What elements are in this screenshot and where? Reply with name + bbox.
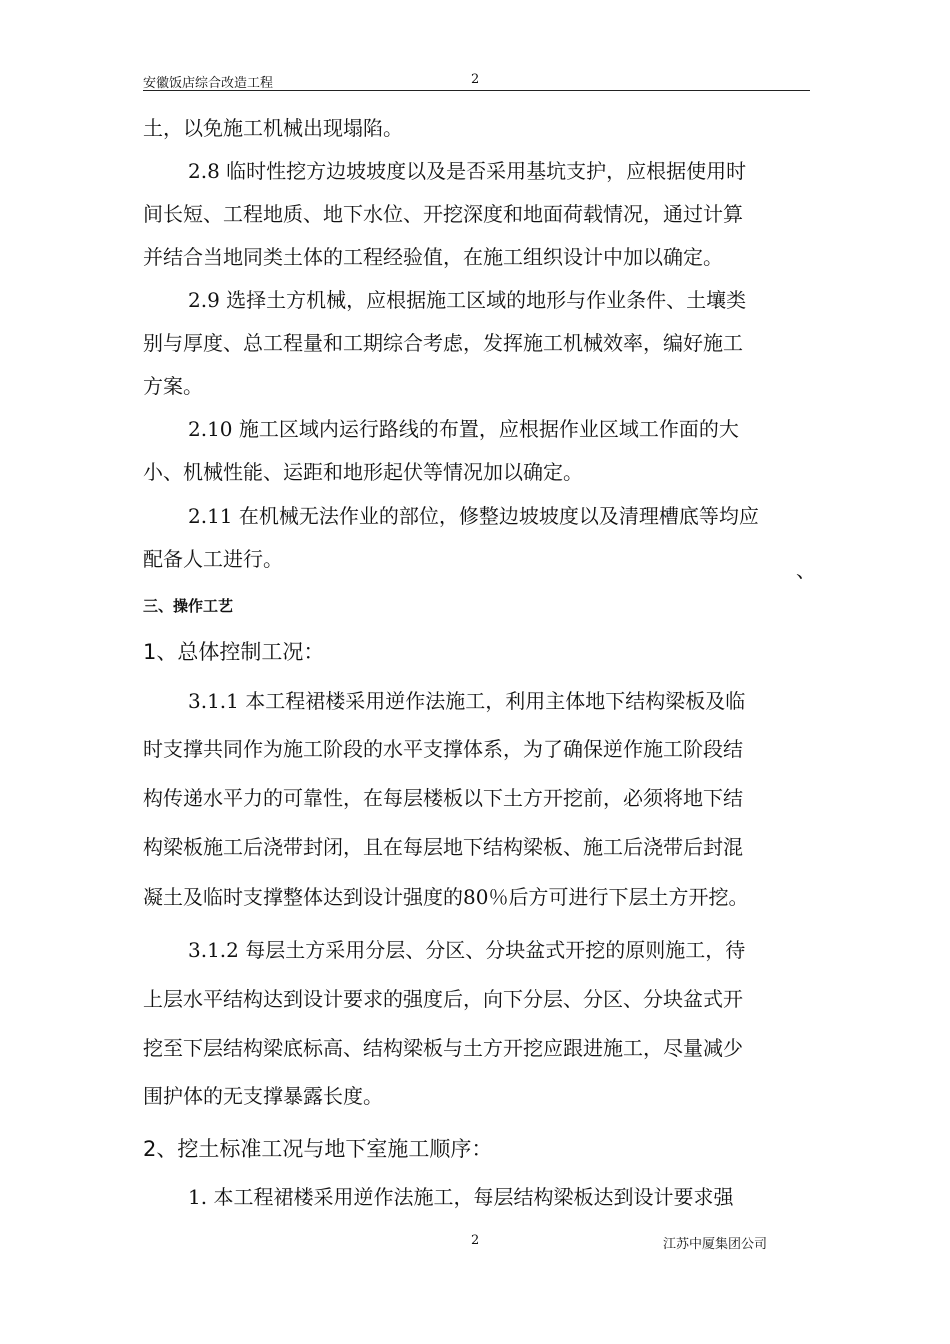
text-line: 构传递水平力的可靠性，在每层楼板以下土方开挖前，必须将地下结 [143,786,743,810]
text-line: 1. 本工程裙楼采用逆作法施工，每层结构梁板达到设计要求强 [188,1185,734,1209]
text-line: 3.1.2 每层土方采用分层、分区、分块盆式开挖的原则施工，待 [188,938,746,962]
text-line: 上层水平结构达到设计要求的强度后，向下分层、分区、分块盆式开 [143,987,743,1011]
text-line: 方案。 [143,374,203,398]
text-line: 2.10 施工区域内运行路线的布置，应根据作业区域工作面的大 [188,417,739,441]
text-line: 凝土及临时支撑整体达到设计强度的80％后方可进行下层土方开挖。 [143,885,749,909]
text-line: 挖至下层结构梁底标高、结构梁板与土方开挖应跟进施工，尽量减少 [143,1036,743,1060]
text-line: 时支撑共同作为施工阶段的水平支撑体系，为了确保逆作施工阶段结 [143,737,743,761]
heading-1: 1、总体控制工况： [143,640,325,664]
text-line: 2.9 选择土方机械，应根据施工区域的地形与作业条件、土壤类 [188,288,747,312]
text-line: 2.11 在机械无法作业的部位，修整边坡坡度以及清理槽底等均应 [188,504,759,528]
text-line: 小、机械性能、运距和地形起伏等情况加以确定。 [143,460,583,484]
text-line: 土，以免施工机械出现塌陷。 [143,116,403,140]
text-line: 并结合当地同类土体的工程经验值，在施工组织设计中加以确定。 [143,245,723,269]
header-page-number: 2 [471,72,480,87]
page-header [143,72,810,91]
footer-page-number: 2 [471,1233,480,1248]
text-line: 间长短、工程地质、地下水位、开挖深度和地面荷载情况，通过计算 [143,202,743,226]
footer-company: 江苏中厦集团公司 [663,1237,768,1252]
header-project-title: 安徽饭店综合改造工程 [143,76,274,91]
heading-2: 2、挖土标准工况与地下室施工顺序： [143,1137,493,1161]
text-line: 配备人工进行。 [143,547,283,571]
text-line: 2.8 临时性挖方边坡坡度以及是否采用基坑支护，应根据使用时 [188,159,747,183]
text-line: 构梁板施工后浇带封闭，且在每层地下结构梁板、施工后浇带后封混 [143,835,743,859]
section-title: 三、操作工艺 [143,597,234,615]
text-line: 围护体的无支撑暴露长度。 [143,1084,383,1108]
text-line: 3.1.1 本工程裙楼采用逆作法施工，利用主体地下结构梁板及临 [188,689,746,713]
stray-mark: 、 [796,558,816,582]
text-line: 别与厚度、总工程量和工期综合考虑，发挥施工机械效率，编好施工 [143,331,743,355]
